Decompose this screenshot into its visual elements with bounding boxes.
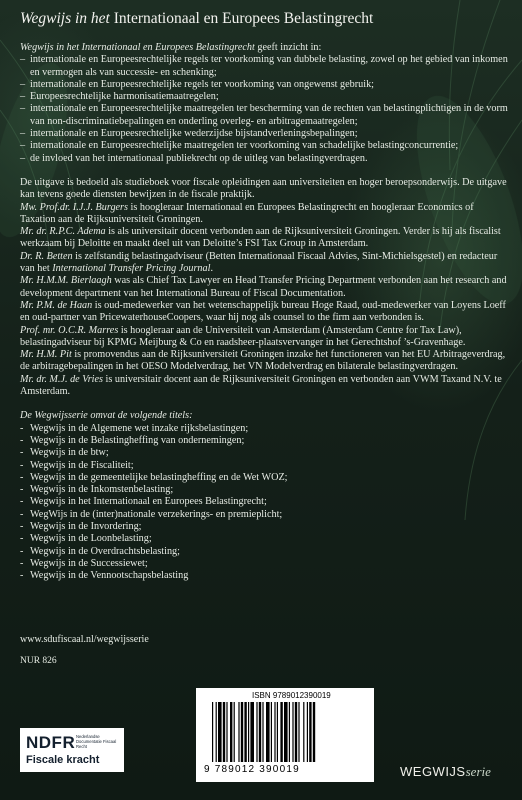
title-prefix: Wegwijs in het <box>20 10 110 27</box>
list-item: - Wegwijs in de Inkomstenbelasting; <box>20 484 174 496</box>
barcode-bar <box>274 702 275 762</box>
barcode-bar <box>248 702 249 762</box>
nur-code: NUR 826 <box>20 656 57 666</box>
isbn-barcode <box>196 688 374 782</box>
author-entry: Prof. mr. O.C.R. Marres is hoogleraar aan de Universiteit van Amsterdam (Amsterdam Centre for Tax Law), belastingadviseur bij KPMG Meijburg & Co en raadsheer-plaatsvervanger in het Gerechtshof ’s-Gravenhage. <box>20 324 466 348</box>
ndfr-small-text: Nederlandse Documentatie Fiscaal Recht <box>76 734 117 749</box>
barcode-bar <box>289 702 290 762</box>
barcode-bar <box>250 702 254 762</box>
author-entry: Mr. H.M.M. Bierlaagh was als Chief Tax Lawyer en Head Transfer Pricing Department verbonden aan het research and development department van het International Bureau of Fiscal Documentation. <box>20 275 507 299</box>
list-item: - WegWijs in de (inter)nationale verzekerings- en premieplicht; <box>20 508 283 520</box>
barcode-bar <box>271 702 272 762</box>
barcode-bar <box>241 702 243 762</box>
list-item: - Wegwijs in de Successiewet; <box>20 557 148 569</box>
list-item: - Wegwijs in de gemeentelijke belastingheffing en de Wet WOZ; <box>20 471 288 483</box>
barcode-bar <box>298 702 299 762</box>
list-item: - Wegwijs in de Invordering; <box>20 520 142 532</box>
barcode-bar <box>307 702 308 762</box>
book-title <box>20 10 373 28</box>
wegwijs-serie-logo <box>400 764 491 780</box>
title-main: Internationaal en Europees Belastingrecht <box>113 10 374 27</box>
barcode-bar <box>226 702 227 762</box>
barcode-bar <box>309 702 311 762</box>
barcode-bar <box>238 702 239 762</box>
list-item: - Wegwijs in de Belastingheffing van ondernemingen; <box>20 434 245 446</box>
barcode-bar <box>223 702 225 762</box>
author-entry: Mw. Prof.dr. I.J.J. Burgers is hoogleraar Internationaal en Europees Belastingrecht en hoogleraar Economics of Taxation aan de Rijksuniversiteit Groningen. <box>20 201 474 225</box>
list-item: – internationale en Europeesrechtelijke regels ter voorkoming van ongewenst gebruik; <box>20 78 374 90</box>
series-heading: De Wegwijsserie omvat de volgende titels: <box>20 410 193 422</box>
barcode-bar <box>216 702 217 762</box>
intro-lead-rest: geeft inzicht in: <box>254 42 322 53</box>
ndfr-tagline: Fiscale kracht <box>26 754 100 766</box>
barcode-bar <box>303 702 304 762</box>
barcode-bar <box>277 702 278 762</box>
barcode-bar <box>234 702 235 762</box>
barcode-bar <box>259 702 261 762</box>
barcode-bar <box>262 702 263 762</box>
author-list <box>20 202 508 399</box>
author-entry: Mr. P.M. de Haan is oud-medewerker van het wetenschappelijk bureau Hoge Raad, oud-medewerker van Loyens Loeff en oud-partner van PricewaterhouseCoopers, waar hij nog als counsel to the firm aan verbonden is. <box>20 299 506 324</box>
list-item: - Wegwijs in de btw; <box>20 447 109 459</box>
description-block <box>20 42 508 582</box>
barcode-bar <box>266 702 270 762</box>
barcode-bar <box>284 702 288 762</box>
barcode-bar <box>218 702 222 762</box>
series-logo-main: WEGWIJS <box>400 764 466 779</box>
list-item: - Wegwijs in de Algemene wet inzake rijksbelastingen; <box>20 422 249 434</box>
barcode-bar <box>313 702 315 762</box>
list-item: – de invloed van het internationaal publiekrecht op de uitleg van belastingverdragen. <box>20 152 368 164</box>
barcode-bar <box>244 702 246 762</box>
author-entry: Mr. dr. M.J. de Vries is universitair docent aan de Rijksuniversiteit Groningen en verbonden aan VWM Taxand N.V. te Amsterdam. <box>20 373 502 398</box>
intro-list <box>20 54 508 165</box>
barcode-bar <box>230 702 232 762</box>
barcode-bar <box>292 702 293 762</box>
barcode-bars <box>212 702 358 762</box>
author-entry: Dr. R. Betten is zelfstandig belastingadviseur (Betten Internationaal Fiscaal Advies, Sint-Michielsgestel) en redacteur van het International Transfer Pricing Journal. <box>20 250 498 275</box>
ndfr-logo <box>20 728 124 772</box>
list-item: - Wegwijs in de Fiscaliteit; <box>20 459 134 471</box>
series-url: www.sdufiscaal.nl/wegwijsserie <box>20 634 149 645</box>
list-item: – internationale en Europeesrechtelijke regels ter voorkoming van dubbele belasting, zowel op het gebied van inkomen en vermogen als van successie- en schenking; <box>20 54 508 78</box>
author-entry: Mr. dr. R.P.C. Adema is als universitair docent verbonden aan de Rijksuniversiteit Groningen. Verder is hij als fiscalist werkzaam bij Deloitte en maakt deel uit van Deloitte’s FSI Tax Group in Amsterdam. <box>20 226 501 250</box>
intro-lead <box>20 42 508 54</box>
ndfr-logo-text: NDFR <box>26 733 76 752</box>
list-item: - Wegwijs in de Loonbelasting; <box>20 533 152 545</box>
list-item: - Wegwijs in de Overdrachtsbelasting; <box>20 545 180 557</box>
list-item: – Europeesrechtelijke harmonisatiemaatregelen; <box>20 91 219 103</box>
series-list <box>20 423 508 583</box>
list-item: - Wegwijs in het Internationaal en Europees Belastingrecht; <box>20 496 267 508</box>
barcode-digits: 9 789012 390019 <box>204 764 300 775</box>
usage-paragraph: De uitgave is bedoeld als studieboek voor fiscale opleidingen aan universiteiten en hoger beroepsonderwijs. De uitgave kan tevens goede diensten bewijzen in de fiscale praktijk. <box>20 176 507 201</box>
list-item: – internationale en Europeesrechtelijke maatregelen ter bescherming van de rechten van belastingplichtigen in de vorm van non-discriminatiebepalingen en onderling overleg- en arbitragemaatregelen; <box>20 103 508 127</box>
barcode-bar <box>295 702 297 762</box>
barcode-bar <box>256 702 257 762</box>
list-item: - Wegwijs in de Vennootschapsbelasting <box>20 570 189 582</box>
barcode-bar <box>280 702 282 762</box>
author-entry: Mr. H.M. Pit is promovendus aan de Rijksuniversiteit Groningen inzake het functioneren van het EU Arbitrageverdrag, de arbitragebepalingen in het OESO Modelverdrag, het VN Modelverdrag en bilaterale belastingverdragen. <box>20 349 506 373</box>
series-logo-accent: serie <box>465 764 491 779</box>
intro-lead-italic: Wegwijs in het Internationaal en Europees Belastingrecht <box>20 42 255 53</box>
list-item: – internationale en Europeesrechtelijke maatregelen ter voorkoming van schadelijke belastingconcurrentie; <box>20 140 459 152</box>
list-item: – internationale en Europeesrechtelijke wederzijdse bijstandverleningsbepalingen; <box>20 128 358 140</box>
isbn-text: ISBN 9789012390019 <box>252 691 331 700</box>
barcode-bar <box>212 702 213 762</box>
